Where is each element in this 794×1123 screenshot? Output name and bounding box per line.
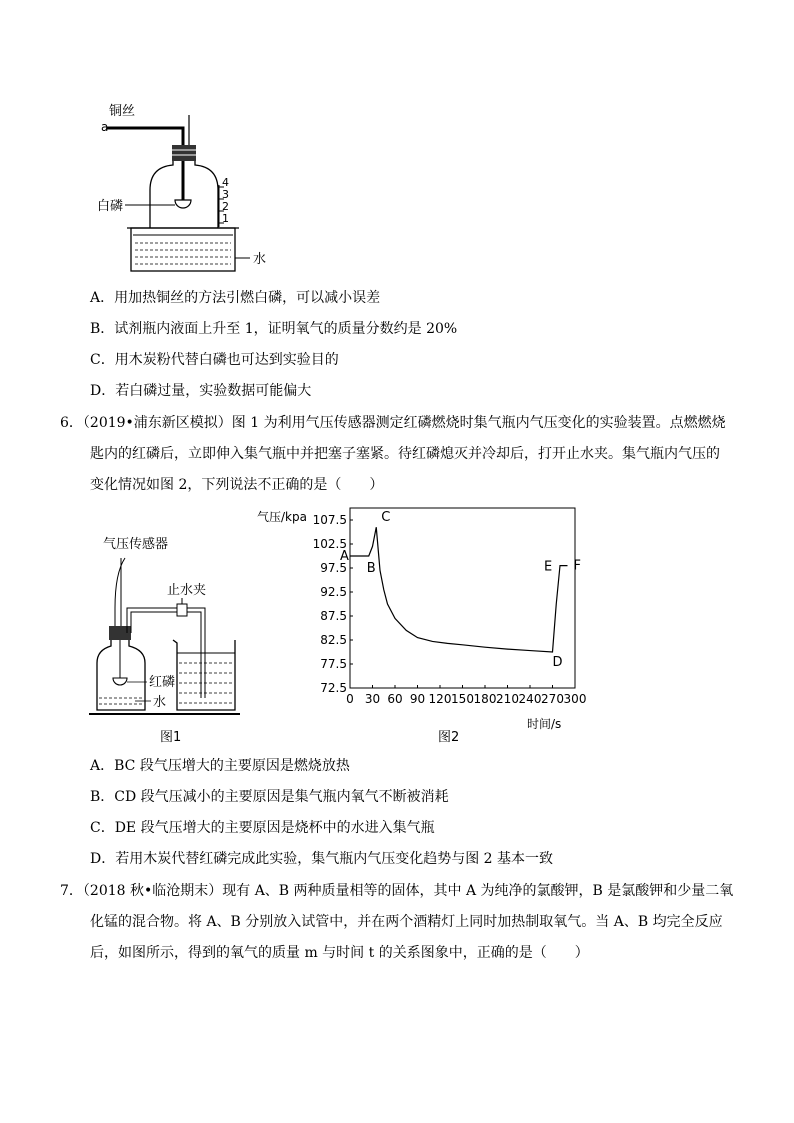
scale-2: 2 bbox=[222, 200, 229, 213]
q6-stem-line-3: 变化情况如图 2，下列说法不正确的是（ ） bbox=[90, 477, 384, 493]
y-tick-label: 97.5 bbox=[320, 561, 347, 575]
label-copper: 铜丝 bbox=[109, 104, 136, 119]
rubber-stopper bbox=[109, 626, 131, 640]
q6-stem-line-1: 6．（2019•浦东新区模拟）图 1 为利用气压传感器测定红磷燃烧时集气瓶内气压变化的实验装置。点燃燃烧 bbox=[60, 415, 726, 431]
x-tick-label: 240 bbox=[518, 692, 542, 706]
point-label-e: E bbox=[544, 559, 553, 575]
figure-1-caption: 图1 bbox=[160, 730, 182, 745]
q7-stem-line-2: 化锰的混合物。将 A、B 分别放入试管中，并在两个酒精灯上同时加热制取氧气。当 A、B 均完全反应 bbox=[90, 914, 723, 930]
label-sensor: 气压传感器 bbox=[103, 537, 169, 552]
label-water: 水 bbox=[153, 695, 167, 710]
y-tick-label: 82.5 bbox=[320, 633, 347, 647]
q6-stem-line-2: 匙内的红磷后，立即伸入集气瓶中并把塞子塞紧。待红磷熄灭并冷却后，打开止水夹。集气瓶内气压的 bbox=[90, 446, 720, 462]
y-tick-label: 102.5 bbox=[312, 537, 347, 551]
label-red-phosphorus: 红磷 bbox=[149, 675, 176, 690]
point-label-c: C bbox=[381, 510, 391, 526]
figure-2-caption: 图2 bbox=[438, 730, 460, 745]
q7-stem-line-3: 后，如图所示，得到的氧气的质量 m 与时间 t 的关系图象中，正确的是（ ） bbox=[90, 945, 589, 961]
y-tick-label: 107.5 bbox=[312, 513, 347, 527]
water-trough bbox=[131, 228, 235, 271]
x-tick-label: 270 bbox=[541, 692, 564, 706]
x-tick-label: 150 bbox=[451, 692, 474, 706]
q6-figure-1-apparatus bbox=[85, 528, 255, 723]
point-label-a: A bbox=[340, 549, 349, 564]
x-tick-label: 180 bbox=[473, 692, 497, 706]
beaker bbox=[173, 640, 235, 710]
x-tick-label: 30 bbox=[364, 692, 381, 706]
q6-option-a[interactable]: A．BC 段气压增大的主要原因是燃烧放热 bbox=[90, 758, 350, 774]
copper-wire bbox=[107, 128, 183, 200]
x-tick-label: 90 bbox=[409, 692, 426, 706]
scale-4: 4 bbox=[222, 176, 229, 189]
q6-option-d[interactable]: D．若用木炭代替红磷完成此实验，集气瓶内气压变化趋势与图 2 基本一致 bbox=[90, 851, 554, 867]
chart-xlabel: 时间/s bbox=[527, 717, 562, 731]
q5-option-a[interactable]: A．用加热铜丝的方法引燃白磷，可以减小误差 bbox=[90, 290, 381, 306]
chart-frame bbox=[350, 508, 575, 688]
y-tick-label: 87.5 bbox=[320, 609, 347, 623]
q5-apparatus-figure bbox=[95, 95, 285, 285]
x-tick-label: 300 bbox=[563, 692, 587, 706]
x-tick-label: 60 bbox=[387, 692, 403, 706]
point-label-b: B bbox=[366, 561, 376, 576]
chart-ylabel: 气压/kpa bbox=[257, 510, 307, 524]
x-tick-label: 0 bbox=[346, 692, 354, 706]
x-tick-label: 120 bbox=[428, 692, 452, 706]
y-tick-label: 77.5 bbox=[320, 657, 347, 671]
phosphorus-spoon bbox=[175, 200, 191, 208]
q5-option-b[interactable]: B．试剂瓶内液面上升至 1，证明氧气的质量分数约是 20% bbox=[90, 321, 458, 337]
rubber-stopper bbox=[172, 145, 196, 161]
point-label-f: F bbox=[573, 558, 581, 574]
pressure-curve bbox=[350, 527, 568, 652]
q7-stem-line-1: 7．（2018 秋•临沧期末）现有 A、B 两种质量相等的固体，其中 A 为纯净的氯酸钾，B 是氯酸钾和少量二氧 bbox=[60, 883, 734, 899]
y-tick-label: 72.5 bbox=[320, 681, 347, 695]
q5-option-d[interactable]: D．若白磷过量，实验数据可能偏大 bbox=[90, 383, 312, 399]
q6-option-c[interactable]: C．DE 段气压增大的主要原因是烧杯中的水进入集气瓶 bbox=[90, 820, 435, 836]
label-a: a bbox=[101, 120, 109, 134]
point-label-d: D bbox=[552, 655, 563, 670]
gas-jar bbox=[97, 640, 145, 710]
scale-3: 3 bbox=[222, 188, 229, 201]
combustion-spoon bbox=[113, 678, 127, 685]
label-clamp: 止水夹 bbox=[167, 583, 207, 598]
q6-option-b[interactable]: B．CD 段气压减小的主要原因是集气瓶内氧气不断被消耗 bbox=[90, 789, 449, 805]
q5-option-c[interactable]: C．用木炭粉代替白磷也可达到实验目的 bbox=[90, 352, 339, 368]
q6-figure-2-pressure-chart bbox=[255, 500, 600, 732]
scale-1: 1 bbox=[222, 212, 229, 225]
x-tick-label: 210 bbox=[496, 692, 519, 706]
label-water: 水 bbox=[253, 252, 267, 267]
label-phosphorus: 白磷 bbox=[97, 199, 124, 214]
y-tick-label: 92.5 bbox=[320, 585, 347, 599]
water-clamp bbox=[177, 604, 187, 616]
